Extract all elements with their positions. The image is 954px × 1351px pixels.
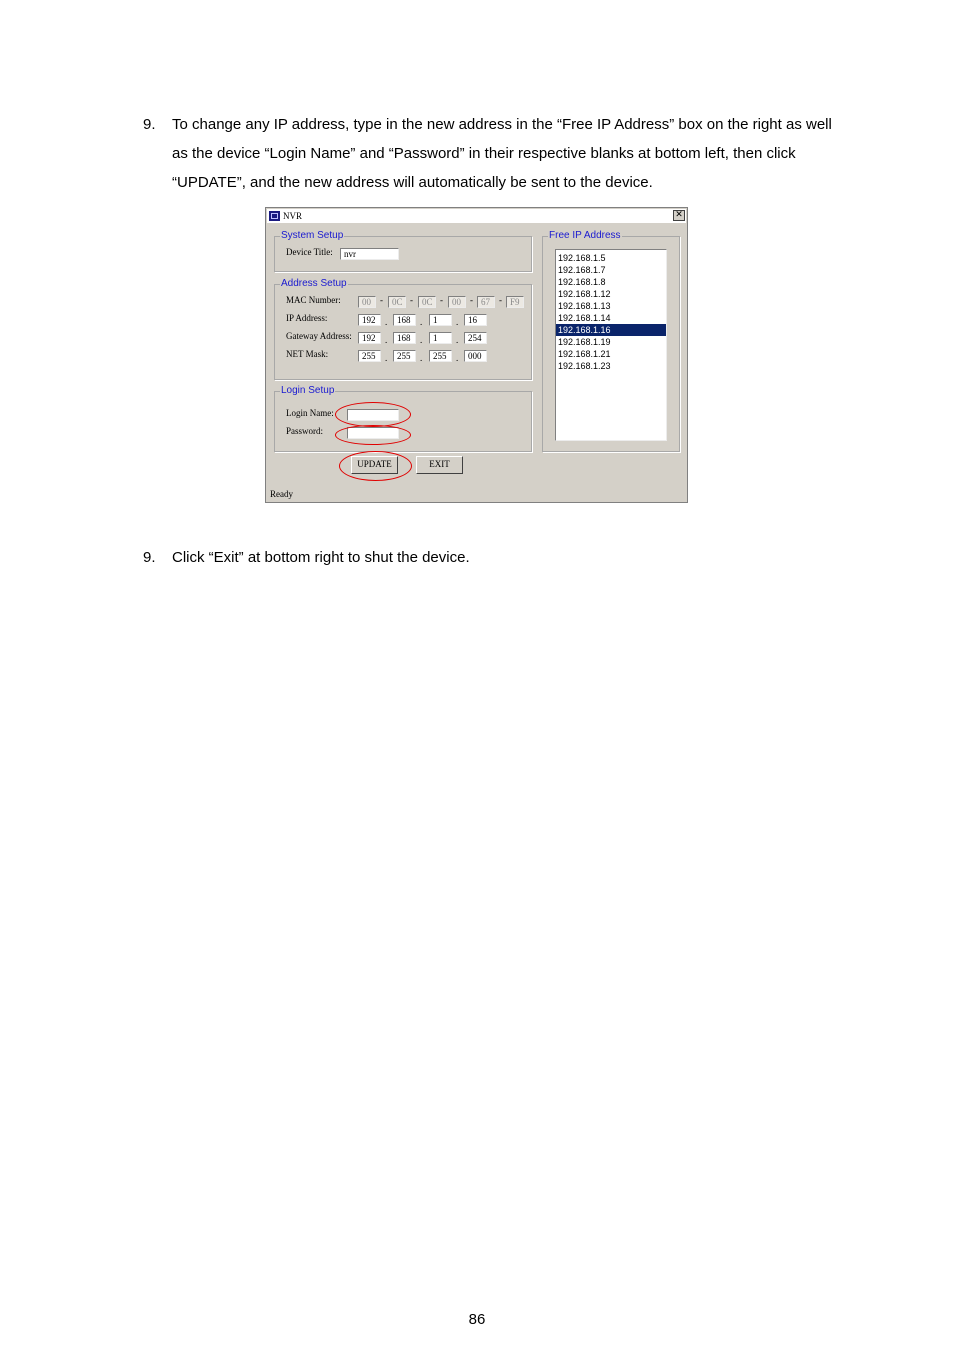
ip-address-label: IP Address: bbox=[286, 313, 328, 323]
mac-field[interactable]: 67 bbox=[477, 296, 495, 308]
net-mask-field[interactable]: 255 bbox=[358, 350, 381, 362]
ip-list-item[interactable]: 192.168.1.21 bbox=[558, 349, 611, 359]
ip-address-field[interactable]: 168 bbox=[393, 314, 416, 326]
page-number: 86 bbox=[468, 1311, 486, 1328]
device-title-field[interactable]: nvr bbox=[340, 248, 399, 260]
address-setup-group bbox=[274, 278, 532, 380]
ip-list-item[interactable]: 192.168.1.16 bbox=[556, 324, 666, 336]
address-setup-legend: Address Setup bbox=[281, 278, 347, 289]
mac-separator: - bbox=[470, 295, 473, 305]
mac-separator: - bbox=[499, 295, 502, 305]
mac-field[interactable]: 0C bbox=[388, 296, 406, 308]
ip-list-item[interactable]: 192.168.1.23 bbox=[558, 361, 611, 371]
gateway-field[interactable]: 1 bbox=[429, 332, 452, 344]
net-mask-label: NET Mask: bbox=[286, 349, 329, 359]
ip-dot: . bbox=[420, 335, 423, 345]
free-ip-address-legend: Free IP Address bbox=[549, 230, 621, 241]
gateway-label: Gateway Address: bbox=[286, 331, 352, 341]
ip-dot: . bbox=[385, 317, 388, 327]
nvr-dialog-screenshot bbox=[265, 207, 688, 503]
ip-list-item[interactable]: 192.168.1.14 bbox=[558, 313, 611, 323]
ip-dot: . bbox=[385, 353, 388, 363]
login-name-label: Login Name: bbox=[286, 408, 334, 418]
ip-address-field[interactable]: 1 bbox=[429, 314, 452, 326]
password-label: Password: bbox=[286, 426, 324, 436]
login-name-highlight-circle bbox=[335, 402, 411, 427]
login-setup-legend: Login Setup bbox=[281, 385, 335, 396]
mac-field[interactable]: 00 bbox=[358, 296, 376, 308]
close-button[interactable]: ✕ bbox=[673, 210, 685, 221]
net-mask-field[interactable]: 255 bbox=[429, 350, 452, 362]
free-ip-address-group bbox=[542, 230, 680, 452]
gateway-field[interactable]: 192 bbox=[358, 332, 381, 344]
mac-field[interactable]: F9 bbox=[506, 296, 524, 308]
ip-list-item[interactable]: 192.168.1.19 bbox=[558, 337, 611, 347]
ip-dot: . bbox=[456, 317, 459, 327]
step-number: 9. bbox=[143, 549, 156, 566]
update-button[interactable]: UPDATE bbox=[351, 456, 398, 474]
mac-field[interactable]: 0C bbox=[418, 296, 436, 308]
title-bar bbox=[267, 209, 686, 223]
ip-dot: . bbox=[420, 353, 423, 363]
update-highlight-circle bbox=[339, 451, 412, 481]
net-mask-field[interactable]: 000 bbox=[464, 350, 487, 362]
mac-label: MAC Number: bbox=[286, 295, 341, 305]
device-title-label: Device Title: bbox=[286, 247, 333, 257]
app-icon bbox=[269, 211, 280, 221]
step-text: Click “Exit” at bottom right to shut the device. bbox=[172, 549, 470, 566]
ip-list-item[interactable]: 192.168.1.12 bbox=[558, 289, 611, 299]
mac-field[interactable]: 00 bbox=[448, 296, 466, 308]
ip-list-item[interactable]: 192.168.1.5 bbox=[558, 253, 606, 263]
mac-separator: - bbox=[380, 295, 383, 305]
gateway-field[interactable]: 254 bbox=[464, 332, 487, 344]
ip-dot: . bbox=[456, 335, 459, 345]
ip-dot: . bbox=[385, 335, 388, 345]
system-setup-legend: System Setup bbox=[281, 230, 344, 241]
gateway-field[interactable]: 168 bbox=[393, 332, 416, 344]
step-number: 9. bbox=[143, 116, 156, 133]
window-title: NVR bbox=[283, 211, 303, 221]
ip-list-item[interactable]: 192.168.1.7 bbox=[558, 265, 606, 275]
mac-separator: - bbox=[410, 295, 413, 305]
ip-address-field[interactable]: 192 bbox=[358, 314, 381, 326]
step-text: To change any IP address, type in the new address in the “Free IP Address” box on the right as well as the device “Login Name” and “Password” in their respective blanks at bottom left, then click “UPDATE”, and the new address will automatically be sent to the device. bbox=[172, 116, 832, 191]
password-highlight-circle bbox=[335, 425, 411, 445]
mac-separator: - bbox=[440, 295, 443, 305]
status-bar-text: Ready bbox=[270, 489, 293, 499]
ip-list-item[interactable]: 192.168.1.13 bbox=[558, 301, 611, 311]
free-ip-address-list[interactable] bbox=[555, 249, 667, 441]
ip-dot: . bbox=[456, 353, 459, 363]
ip-address-field[interactable]: 16 bbox=[464, 314, 487, 326]
ip-list-item[interactable]: 192.168.1.8 bbox=[558, 277, 606, 287]
exit-button[interactable]: EXIT bbox=[416, 456, 463, 474]
net-mask-field[interactable]: 255 bbox=[393, 350, 416, 362]
system-setup-group bbox=[274, 230, 532, 272]
ip-dot: . bbox=[420, 317, 423, 327]
